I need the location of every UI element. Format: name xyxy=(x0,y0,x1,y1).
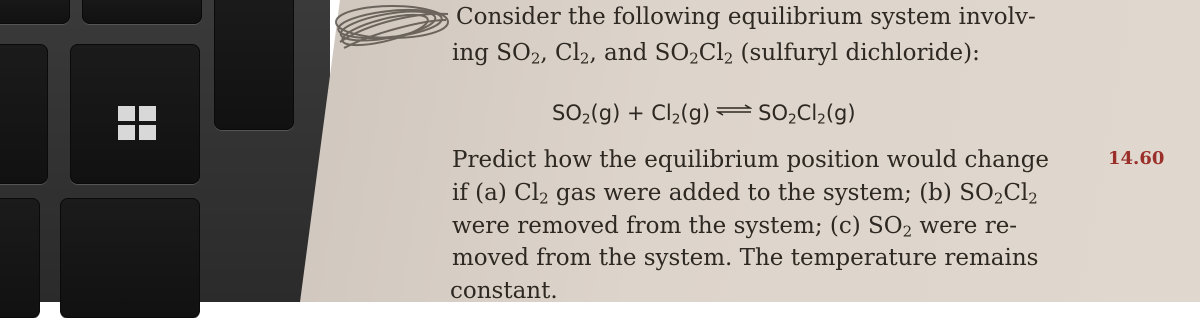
keyboard-key xyxy=(0,0,70,24)
windows-logo-icon xyxy=(118,106,158,142)
problem-line: Consider the following equilibrium system involv- xyxy=(456,4,1036,30)
problem-line: moved from the system. The temperature remains xyxy=(452,245,1039,271)
keyboard-key xyxy=(60,198,200,318)
problem-line: if (a) $Cl_2$ gas were added to the system; (b) $SO_2Cl_2$ xyxy=(452,180,1038,208)
scribbled-problem-number-icon xyxy=(330,2,450,56)
keyboard-background xyxy=(0,0,330,302)
problem-line: were removed from the system; (c) $SO_2$ were re- xyxy=(452,213,1018,241)
problem-line: constant. xyxy=(450,278,558,304)
keyboard-key xyxy=(0,44,48,184)
chemical-equation: $SO_2(g) + Cl_2(g)$ $SO_2Cl_2(g)$ xyxy=(552,101,856,128)
problem-line: ing $SO_2$, $Cl_2$, and $SO_2Cl_2$ (sulfuryl dichloride): xyxy=(452,40,980,68)
keyboard-key xyxy=(82,0,202,24)
equilibrium-arrow-icon xyxy=(716,104,752,116)
side-problem-number: 14.60 xyxy=(1108,148,1165,169)
keyboard-key xyxy=(214,0,294,130)
problem-line: Predict how the equilibrium position would change xyxy=(452,147,1050,173)
keyboard-key xyxy=(0,198,40,318)
